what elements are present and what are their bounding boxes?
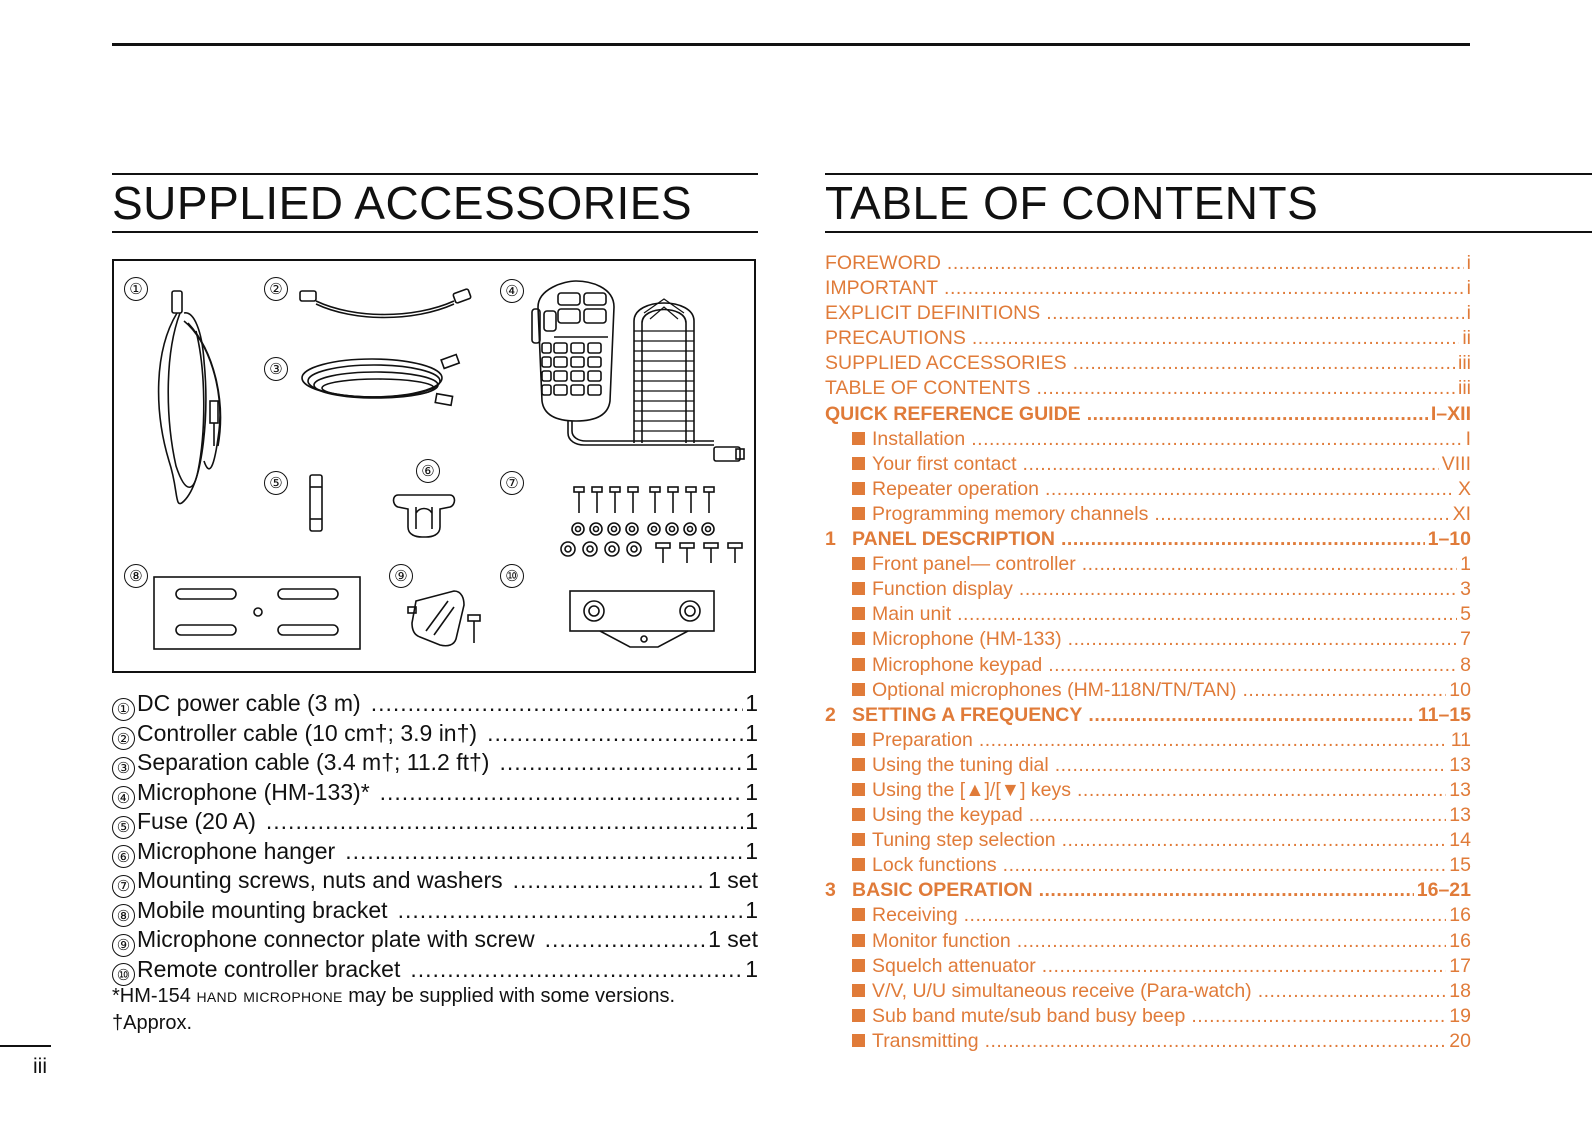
dc-power-cable-drawing bbox=[159, 291, 221, 504]
item-label: Remote controller bracket bbox=[137, 955, 401, 982]
page-number-rule bbox=[0, 1045, 51, 1047]
toc-entry-label: SETTING A FREQUENCY bbox=[852, 703, 1083, 726]
toc-entry-label: Microphone (HM-133) bbox=[872, 628, 1062, 651]
toc-entry-label: FOREWORD bbox=[825, 252, 941, 274]
toc-entry-page: iii bbox=[1458, 352, 1471, 375]
toc-entry-label: EXPLICIT DEFINITIONS bbox=[825, 302, 1041, 325]
item-number: ⑨ bbox=[112, 934, 135, 957]
leader-dots bbox=[1046, 302, 1463, 325]
leader-dots bbox=[1055, 754, 1447, 777]
square-bullet-icon bbox=[852, 557, 865, 570]
list-item bbox=[112, 838, 758, 868]
toc-entry-label: V/V, U/U simultaneous receive (Para-watch) bbox=[872, 979, 1252, 1002]
list-item bbox=[112, 897, 758, 927]
leader-dots bbox=[964, 904, 1447, 927]
list-item bbox=[112, 749, 758, 779]
item-label: Fuse (20 A) bbox=[137, 808, 256, 834]
leader-dots bbox=[947, 252, 1464, 275]
square-bullet-icon bbox=[852, 959, 865, 972]
toc-entry-page: 11 bbox=[1450, 728, 1471, 751]
square-bullet-icon bbox=[852, 432, 865, 445]
toc-list bbox=[825, 252, 1471, 1055]
toc-entry-label: PRECAUTIONS bbox=[825, 327, 966, 350]
list-item bbox=[112, 779, 758, 809]
item-quantity: 1 bbox=[745, 808, 758, 834]
leader-dots bbox=[1048, 654, 1457, 677]
microphone-drawing bbox=[532, 281, 744, 461]
leader-dots bbox=[1037, 377, 1456, 400]
toc-entry-label: Lock functions bbox=[872, 854, 997, 877]
toc-entry[interactable] bbox=[825, 879, 1471, 904]
leader-dots bbox=[513, 867, 707, 894]
square-bullet-icon bbox=[852, 733, 865, 746]
item-label: Controller cable (10 cm†; 3.9 in†) bbox=[137, 719, 478, 746]
toc-entry[interactable] bbox=[825, 955, 1471, 980]
toc-entry-page: 20 bbox=[1449, 1029, 1471, 1052]
item-number: ⑤ bbox=[112, 816, 135, 839]
item-number: ⑥ bbox=[112, 845, 135, 868]
leader-dots bbox=[266, 808, 743, 835]
leader-dots bbox=[345, 838, 743, 865]
toc-entry-page: 10 bbox=[1449, 678, 1471, 701]
mounting-screws-drawing bbox=[561, 487, 742, 563]
square-bullet-icon bbox=[852, 607, 865, 620]
square-bullet-icon bbox=[852, 1009, 865, 1022]
leader-dots bbox=[972, 327, 1459, 350]
list-item bbox=[112, 956, 758, 986]
footnote-approx: †Approx. bbox=[112, 1012, 193, 1034]
leader-dots bbox=[398, 897, 744, 924]
figure-marker-3: ③ bbox=[264, 357, 288, 381]
square-bullet-icon bbox=[852, 582, 865, 595]
toc-entry-page: 19 bbox=[1449, 1004, 1471, 1027]
toc-entry-page: 16 bbox=[1449, 904, 1471, 927]
item-label: Separation cable (3.4 m†; 11.2 ft†) bbox=[137, 749, 490, 775]
toc-entry[interactable] bbox=[825, 729, 1471, 754]
toc-entry-page: 11–15 bbox=[1417, 703, 1471, 726]
leader-dots bbox=[985, 1030, 1447, 1053]
toc-entry[interactable] bbox=[825, 654, 1471, 679]
leader-dots bbox=[1017, 930, 1447, 953]
square-bullet-icon bbox=[852, 658, 865, 671]
figure-marker-10: ⑩ bbox=[500, 564, 524, 588]
square-bullet-icon bbox=[852, 984, 865, 997]
leader-dots bbox=[380, 779, 744, 806]
square-bullet-icon bbox=[852, 482, 865, 495]
item-number: ⑧ bbox=[112, 904, 135, 927]
toc-entry-label: Sub band mute/sub band busy beep bbox=[872, 1004, 1186, 1027]
toc-entry-page: 17 bbox=[1449, 954, 1471, 977]
square-bullet-icon bbox=[852, 507, 865, 520]
toc-entry[interactable] bbox=[825, 628, 1471, 653]
toc-entry-page: 13 bbox=[1449, 804, 1471, 827]
toc-entry-page: 18 bbox=[1449, 979, 1471, 1002]
toc-entry-label: PANEL DESCRIPTION bbox=[852, 528, 1055, 551]
toc-entry-page: 13 bbox=[1449, 778, 1471, 801]
toc-entry-page: I bbox=[1465, 427, 1471, 450]
toc-entry[interactable] bbox=[825, 1030, 1471, 1055]
figure-marker-1: ① bbox=[124, 277, 148, 301]
leader-dots bbox=[957, 603, 1457, 626]
figure-marker-7: ⑦ bbox=[500, 471, 524, 495]
fuse-drawing bbox=[310, 475, 322, 531]
connector-plate-drawing bbox=[408, 591, 480, 646]
item-label: Microphone connector plate with screw bbox=[137, 926, 535, 952]
item-number: ② bbox=[112, 727, 135, 750]
accessories-illustration bbox=[112, 259, 756, 673]
square-bullet-icon bbox=[852, 908, 865, 921]
leader-dots bbox=[410, 956, 743, 983]
leader-dots bbox=[1023, 453, 1439, 476]
toc-entry[interactable] bbox=[825, 854, 1471, 879]
square-bullet-icon bbox=[852, 457, 865, 470]
item-quantity: 1 bbox=[745, 896, 758, 923]
leader-dots bbox=[1258, 980, 1447, 1003]
list-item bbox=[112, 867, 758, 897]
toc-entry[interactable] bbox=[825, 453, 1471, 478]
mobile-mounting-bracket-drawing bbox=[154, 577, 360, 649]
item-number: ⑦ bbox=[112, 875, 135, 898]
leader-dots bbox=[1073, 352, 1455, 375]
toc-entry-page: VIII bbox=[1441, 452, 1471, 475]
item-label: Microphone hanger bbox=[137, 837, 336, 864]
square-bullet-icon bbox=[852, 783, 865, 796]
toc-entry[interactable] bbox=[825, 478, 1471, 503]
toc-entry[interactable] bbox=[825, 754, 1471, 779]
toc-entry-label: Microphone keypad bbox=[872, 653, 1043, 676]
toc-entry[interactable] bbox=[825, 377, 1471, 402]
item-quantity: 1 bbox=[745, 778, 758, 805]
leader-dots bbox=[1039, 879, 1414, 902]
toc-entry-page: 1 bbox=[1460, 553, 1471, 576]
square-bullet-icon bbox=[852, 808, 865, 821]
leader-dots bbox=[1019, 578, 1457, 601]
leader-dots bbox=[1087, 403, 1428, 426]
toc-entry[interactable] bbox=[825, 804, 1471, 829]
toc-entry[interactable] bbox=[825, 779, 1471, 804]
toc-entry[interactable] bbox=[825, 679, 1471, 704]
toc-entry-label: Main unit bbox=[872, 603, 952, 626]
toc-entry-label: Your first contact bbox=[872, 452, 1017, 475]
toc-entry[interactable] bbox=[825, 428, 1471, 453]
toc-entry[interactable] bbox=[825, 904, 1471, 929]
separation-cable-drawing bbox=[302, 355, 459, 406]
item-label: DC power cable (3 m) bbox=[137, 690, 361, 716]
toc-entry-page: 5 bbox=[1460, 603, 1471, 626]
square-bullet-icon bbox=[852, 858, 865, 871]
list-item bbox=[112, 926, 758, 956]
toc-entry[interactable] bbox=[825, 327, 1471, 352]
toc-entry-label: SUPPLIED ACCESSORIES bbox=[825, 352, 1067, 375]
figure-marker-5: ⑤ bbox=[264, 471, 288, 495]
item-label: Microphone (HM-133)* bbox=[137, 778, 370, 805]
toc-entry[interactable] bbox=[825, 980, 1471, 1005]
footnote-prefix: *HM-154 bbox=[112, 985, 197, 1007]
toc-entry-label: Optional microphones (HM-118N/TN/TAN) bbox=[872, 678, 1237, 701]
leader-dots bbox=[1003, 854, 1447, 877]
figure-marker-2: ② bbox=[264, 277, 288, 301]
toc-entry-label: Using the keypad bbox=[872, 804, 1023, 827]
item-label: Mobile mounting bracket bbox=[137, 896, 388, 923]
controller-cable-drawing bbox=[300, 289, 471, 318]
toc-entry-page: XI bbox=[1452, 502, 1471, 525]
toc-entry-page: i bbox=[1466, 302, 1471, 325]
toc-entry-page: 15 bbox=[1449, 854, 1471, 877]
toc-entry-label: IMPORTANT bbox=[825, 277, 939, 300]
leader-dots bbox=[499, 749, 743, 776]
item-quantity: 1 set bbox=[708, 926, 758, 952]
leader-dots bbox=[979, 729, 1448, 752]
toc-entry-page: iii bbox=[1458, 377, 1471, 400]
toc-entry-page: 1–10 bbox=[1427, 528, 1471, 551]
toc-entry[interactable] bbox=[825, 704, 1471, 729]
toc-entry-label: Programming memory channels bbox=[872, 502, 1149, 525]
toc-entry-label: Preparation bbox=[872, 728, 973, 751]
toc-chapter-number: 2 bbox=[825, 703, 836, 726]
leader-dots bbox=[1062, 829, 1447, 852]
toc-entry[interactable] bbox=[825, 528, 1471, 553]
leader-dots bbox=[487, 720, 743, 747]
item-quantity: 1 bbox=[745, 955, 758, 982]
item-number: ⑩ bbox=[112, 963, 135, 986]
list-item bbox=[112, 690, 758, 720]
leader-dots bbox=[545, 926, 707, 953]
page-number: iii bbox=[33, 1055, 47, 1078]
toc-title: TABLE OF CONTENTS bbox=[825, 173, 1592, 233]
toc-entry-label: Installation bbox=[872, 427, 966, 450]
remote-controller-bracket-drawing bbox=[570, 591, 714, 647]
leader-dots bbox=[1077, 779, 1446, 802]
toc-entry[interactable] bbox=[825, 829, 1471, 854]
figure-marker-9: ⑨ bbox=[389, 564, 413, 588]
toc-entry-page: 8 bbox=[1460, 653, 1471, 676]
toc-entry-page: I–XII bbox=[1430, 402, 1471, 425]
toc-chapter-number: 3 bbox=[825, 879, 836, 902]
leader-dots bbox=[371, 690, 744, 717]
leader-dots bbox=[1242, 679, 1446, 702]
square-bullet-icon bbox=[852, 1034, 865, 1047]
toc-entry[interactable] bbox=[825, 1005, 1471, 1030]
toc-entry-label: Front panel— controller bbox=[872, 553, 1076, 576]
square-bullet-icon bbox=[852, 758, 865, 771]
toc-entry[interactable] bbox=[825, 352, 1471, 377]
toc-chapter-number: 1 bbox=[825, 528, 836, 551]
toc-entry-label: Squelch attenuator bbox=[872, 954, 1036, 977]
item-quantity: 1 set bbox=[708, 867, 758, 893]
footnote-microphone bbox=[112, 985, 675, 1008]
leader-dots bbox=[1082, 553, 1457, 576]
leader-dots bbox=[1191, 1005, 1446, 1028]
toc-entry-page: 13 bbox=[1449, 753, 1471, 776]
toc-entry[interactable] bbox=[825, 403, 1471, 428]
toc-entry-label: QUICK REFERENCE GUIDE bbox=[825, 402, 1081, 425]
leader-dots bbox=[971, 428, 1462, 451]
toc-entry[interactable] bbox=[825, 578, 1471, 603]
toc-entry[interactable] bbox=[825, 252, 1471, 277]
leader-dots bbox=[944, 277, 1464, 300]
item-number: ① bbox=[112, 698, 135, 721]
toc-entry-label: Receiving bbox=[872, 904, 958, 927]
toc-entry-label: Tuning step selection bbox=[872, 829, 1056, 852]
microphone-hanger-drawing bbox=[394, 495, 455, 537]
item-label: Mounting screws, nuts and washers bbox=[137, 867, 503, 893]
toc-entry-page: i bbox=[1466, 252, 1471, 274]
square-bullet-icon bbox=[852, 833, 865, 846]
item-quantity: 1 bbox=[745, 719, 758, 746]
leader-dots bbox=[1088, 704, 1414, 727]
square-bullet-icon bbox=[852, 934, 865, 947]
leader-dots bbox=[1045, 478, 1455, 501]
figure-marker-4: ④ bbox=[500, 279, 524, 303]
toc-entry[interactable] bbox=[825, 302, 1471, 327]
accessories-list bbox=[112, 690, 758, 985]
list-item bbox=[112, 720, 758, 750]
item-number: ③ bbox=[112, 757, 135, 780]
leader-dots bbox=[1061, 528, 1425, 551]
figure-marker-8: ⑧ bbox=[124, 564, 148, 588]
toc-entry-page: 3 bbox=[1460, 578, 1471, 601]
toc-entry-page: ii bbox=[1462, 327, 1471, 350]
list-item bbox=[112, 808, 758, 838]
toc-entry[interactable] bbox=[825, 603, 1471, 628]
leader-dots bbox=[1068, 628, 1457, 651]
item-quantity: 1 bbox=[745, 749, 758, 775]
toc-entry-page: 16–21 bbox=[1416, 879, 1471, 902]
toc-entry-page: X bbox=[1457, 477, 1471, 500]
leader-dots bbox=[1154, 503, 1449, 526]
toc-entry-label: Using the tuning dial bbox=[872, 753, 1049, 776]
leader-dots bbox=[1029, 804, 1447, 827]
footnote-suffix: may be supplied with some versions. bbox=[342, 985, 676, 1007]
toc-entry-label: TABLE OF CONTENTS bbox=[825, 377, 1031, 400]
toc-entry-label: Transmitting bbox=[872, 1029, 979, 1052]
top-rule bbox=[112, 43, 1470, 46]
toc-entry-label: Using the [▲]/[▼] keys bbox=[872, 778, 1071, 801]
square-bullet-icon bbox=[852, 632, 865, 645]
toc-entry[interactable] bbox=[825, 277, 1471, 302]
accessories-title: SUPPLIED ACCESSORIES bbox=[112, 173, 758, 233]
toc-entry-label: Function display bbox=[872, 578, 1013, 601]
figure-marker-6: ⑥ bbox=[416, 459, 440, 483]
toc-entry-page: i bbox=[1466, 277, 1471, 300]
toc-entry[interactable] bbox=[825, 930, 1471, 955]
toc-entry-label: Repeater operation bbox=[872, 477, 1039, 500]
item-quantity: 1 bbox=[745, 690, 758, 716]
toc-entry-page: 7 bbox=[1460, 628, 1471, 651]
toc-entry-label: BASIC OPERATION bbox=[852, 879, 1033, 902]
toc-entry[interactable] bbox=[825, 553, 1471, 578]
toc-entry-page: 14 bbox=[1449, 829, 1471, 852]
toc-entry[interactable] bbox=[825, 503, 1471, 528]
item-number: ④ bbox=[112, 786, 135, 809]
toc-entry-label: Monitor function bbox=[872, 929, 1011, 952]
toc-entry-page: 16 bbox=[1449, 929, 1471, 952]
footnote-smallcaps: hand microphone bbox=[196, 985, 343, 1007]
item-quantity: 1 bbox=[745, 837, 758, 864]
square-bullet-icon bbox=[852, 683, 865, 696]
leader-dots bbox=[1042, 955, 1447, 978]
